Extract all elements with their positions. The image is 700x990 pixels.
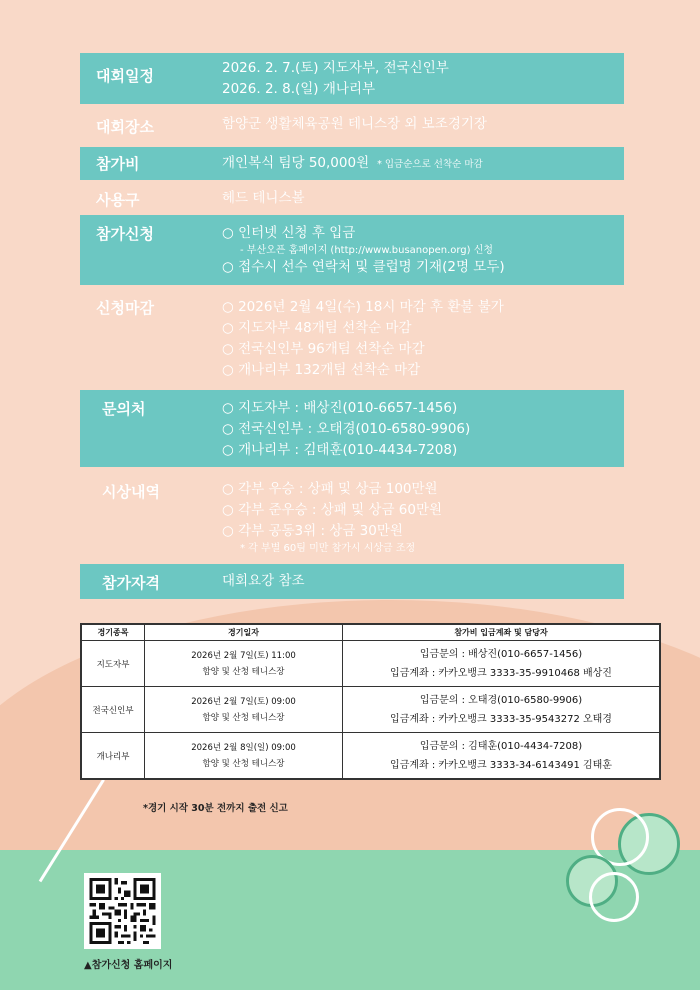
row-application	[80, 215, 624, 285]
row-value	[222, 571, 305, 592]
value-line: ○ 각부 공동3위 : 상금 30만원	[222, 523, 403, 539]
event-cell: 전국신인부	[82, 687, 145, 733]
table-row	[82, 641, 660, 687]
row-label: 대회일정	[96, 67, 154, 85]
row-fee	[80, 147, 624, 180]
match-date: 2026년 2월 8일(일) 09:00	[191, 742, 296, 753]
deposit-contact: 입금문의 : 오태경(010-6580-9906)	[419, 694, 583, 706]
value-line: ○ 개나리부 : 김태훈(010-4434-7208)	[222, 442, 458, 458]
check-in-note: *경기 시작 30분 전까지 출전 신고	[143, 803, 288, 814]
table-row	[82, 687, 660, 733]
row-value	[222, 153, 483, 175]
qr-caption: ▲참가신청 홈페이지	[84, 960, 173, 971]
row-deadline	[80, 293, 624, 383]
value-line: ○ 지도자부 48개팀 선착순 마감	[222, 320, 412, 336]
date-cell	[145, 733, 343, 779]
table-header-row	[82, 625, 660, 641]
value-line: 2026. 2. 8.(일) 개나리부	[222, 81, 376, 97]
value-line: 대회요강 참조	[222, 573, 305, 589]
event-cell: 지도자부	[82, 641, 145, 687]
table-row	[82, 733, 660, 779]
row-value	[222, 297, 504, 381]
schedule-table	[80, 623, 661, 780]
match-venue: 함양 및 산청 테니스장	[202, 712, 285, 723]
deposit-account: 입금계좌 : 카카오뱅크 3333-35-9910468 배상진	[390, 667, 612, 679]
table-header: 참가비 입금계좌 및 담당자	[343, 625, 660, 641]
row-label: 문의처	[102, 400, 146, 418]
deposit-account: 입금계좌 : 카카오뱅크 3333-34-6143491 김태훈	[390, 759, 612, 771]
table-header: 경기일자	[145, 625, 343, 641]
row-label: 참가신청	[96, 225, 154, 243]
row-value	[222, 188, 305, 209]
value-line: 함양군 생활체육공원 테니스장 외 보조경기장	[222, 116, 487, 132]
value-line: ○ 전국신인부 96개팀 선착순 마감	[222, 341, 425, 357]
row-label: 시상내역	[102, 483, 160, 501]
match-venue: 함양 및 산청 테니스장	[202, 758, 285, 769]
row-prizes	[80, 475, 624, 563]
value-line: 2026. 2. 7.(토) 지도자부, 전국신인부	[222, 60, 449, 76]
value-line: ○ 개나리부 132개팀 선착순 마감	[222, 362, 421, 378]
event-cell: 개나리부	[82, 733, 145, 779]
tennis-ball-icon	[618, 813, 680, 875]
contact-cell	[343, 641, 660, 687]
value-line: ○ 각부 우승 : 상패 및 상금 100만원	[222, 481, 438, 497]
date-cell	[145, 641, 343, 687]
row-value	[222, 58, 449, 100]
row-label: 대회장소	[96, 118, 154, 136]
deposit-account: 입금계좌 : 카카오뱅크 3333-35-9543272 오태경	[390, 713, 612, 725]
row-ball	[80, 183, 624, 213]
deposit-contact: 입금문의 : 배상진(010-6657-1456)	[419, 648, 583, 660]
value-line: ○ 2026년 2월 4일(수) 18시 마감 후 환불 불가	[222, 299, 504, 315]
row-eligibility	[80, 564, 624, 599]
value-line: ○ 각부 준우승 : 상패 및 상금 60만원	[222, 502, 443, 518]
row-label: 사용구	[96, 191, 140, 209]
row-value	[222, 398, 470, 461]
row-venue	[80, 109, 624, 141]
match-venue: 함양 및 산청 테니스장	[202, 666, 285, 677]
contact-cell	[343, 733, 660, 779]
qr-code-icon[interactable]	[84, 873, 161, 949]
row-label: 신청마감	[96, 299, 154, 317]
row-value	[222, 114, 487, 135]
row-value	[222, 223, 505, 278]
row-schedule	[80, 53, 624, 104]
value-line: - 부산오픈 홈페이지 (http://www.busanopen.org) 신청	[240, 245, 494, 256]
contact-cell	[343, 687, 660, 733]
row-label: 참가자격	[102, 574, 160, 592]
value-line: * 각 부별 60팀 미만 참가시 시상금 조정	[240, 543, 416, 554]
table-header: 경기종목	[82, 625, 145, 641]
fee-note: * 입금순으로 선착순 마감	[377, 159, 483, 170]
value-line: ○ 인터넷 신청 후 입금	[222, 225, 356, 241]
value-line: ○ 접수시 선수 연락처 및 클럽명 기재(2명 모두)	[222, 259, 505, 275]
deposit-contact: 입금문의 : 김태훈(010-4434-7208)	[419, 740, 583, 752]
row-value	[222, 479, 442, 556]
value-line: 개인복식 팀당 50,000원	[222, 155, 370, 171]
value-line: ○ 지도자부 : 배상진(010-6657-1456)	[222, 400, 458, 416]
row-label: 참가비	[96, 155, 140, 173]
row-contact	[80, 390, 624, 467]
tennis-ball-icon	[566, 855, 618, 907]
match-date: 2026년 2월 7일(토) 09:00	[191, 696, 296, 707]
match-date: 2026년 2월 7일(토) 11:00	[191, 650, 296, 661]
value-line: 헤드 테니스볼	[222, 190, 305, 206]
value-line: ○ 전국신인부 : 오태경(010-6580-9906)	[222, 421, 471, 437]
date-cell	[145, 687, 343, 733]
